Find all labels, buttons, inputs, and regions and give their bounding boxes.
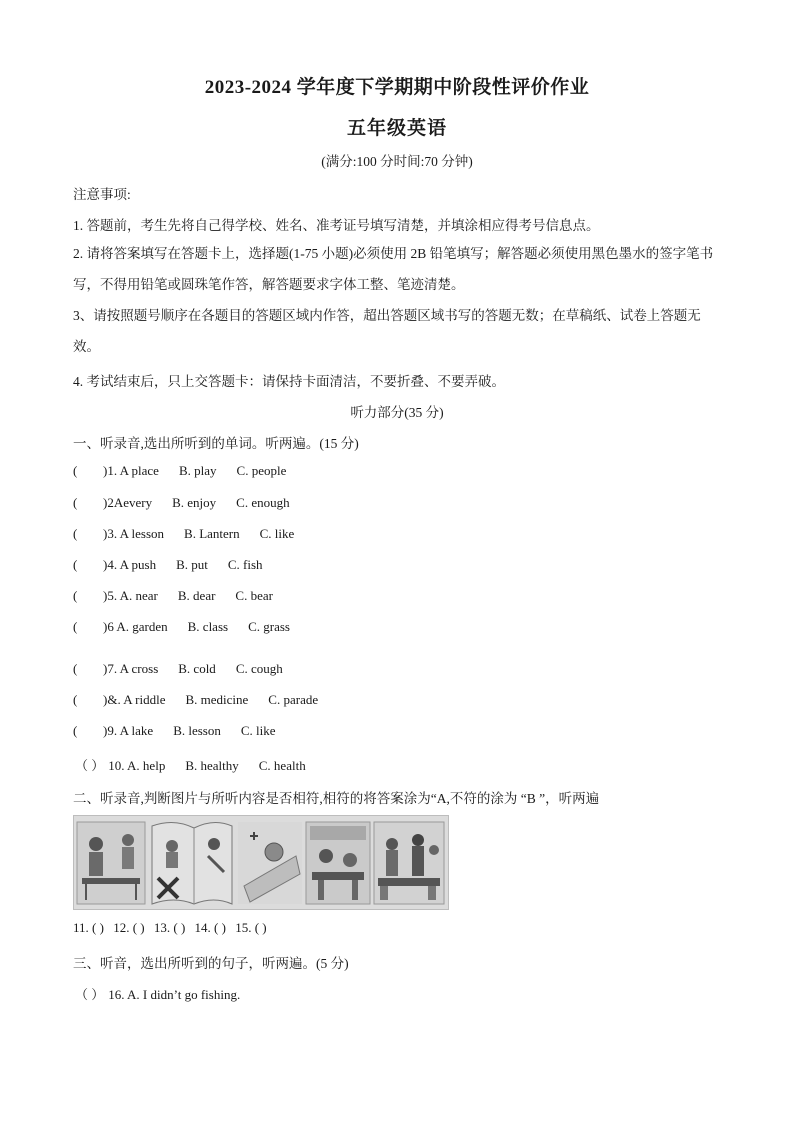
question-row xyxy=(73,588,273,604)
option-c: C. parade xyxy=(268,692,319,707)
question-row xyxy=(73,619,290,635)
picture-3 xyxy=(238,822,302,904)
option-a: )9. A lake xyxy=(103,723,154,738)
listening-pictures xyxy=(73,815,449,910)
picture-4 xyxy=(306,822,370,904)
option-a: )5. A. near xyxy=(103,588,158,603)
picture-strip xyxy=(74,816,448,909)
option-c: C. health xyxy=(258,758,306,773)
option-b: B. cold xyxy=(178,661,216,676)
option-a: )&. A riddle xyxy=(103,692,166,707)
question-row xyxy=(73,661,283,677)
question-row xyxy=(73,526,294,542)
option-b: B. class xyxy=(187,619,229,634)
listening-heading: 听力部分(35 分) xyxy=(350,405,444,420)
answer-paren[interactable]: ( xyxy=(73,661,78,676)
question-row xyxy=(73,463,286,479)
picture-1 xyxy=(77,822,145,904)
option-a: )4. A push xyxy=(103,557,157,572)
answer-paren[interactable]: （ ） xyxy=(75,987,105,1002)
answer-paren[interactable]: ( xyxy=(73,692,78,707)
answer-paren[interactable]: ( xyxy=(73,588,78,603)
option-b: B. play xyxy=(178,463,217,478)
option-c: C. people xyxy=(236,463,287,478)
question-row xyxy=(73,557,263,573)
question-row xyxy=(75,755,306,774)
question-row xyxy=(73,692,318,708)
option-a: )6 A. garden xyxy=(103,619,168,634)
answer-13[interactable]: 13. ( ) xyxy=(153,920,186,935)
option-c: C. like xyxy=(240,723,276,738)
picture-5 xyxy=(374,822,444,904)
option-a: )3. A lesson xyxy=(103,526,165,541)
option-c: C. enough xyxy=(236,495,290,510)
answer-paren[interactable]: ( xyxy=(73,495,78,510)
answer-14[interactable]: 14. ( ) xyxy=(194,920,226,935)
question-row xyxy=(75,984,240,1003)
option-c: C. fish xyxy=(227,557,263,572)
option-c: C. like xyxy=(259,526,295,541)
option-a: )2Aevery xyxy=(103,495,153,510)
option-c: C. bear xyxy=(235,588,273,603)
part1-instruction: 一、听录音,选出所听到的单词。听两遍。(15 分) xyxy=(73,436,359,451)
part2-instruction: 二、听录音,判断图片与所听内容是否相符,相符的将答案涂为“A,不符的涂为 “B ”，听两遍 xyxy=(73,791,600,806)
question-row xyxy=(73,495,290,511)
answer-paren[interactable]: ( xyxy=(73,723,78,738)
part3-instruction: 三、听音，选出所听到的句子，听两遍。(5 分) xyxy=(73,956,349,971)
question-row xyxy=(73,723,276,739)
answer-paren[interactable]: ( xyxy=(73,463,78,478)
note-1: 1. 答题前，考生先将自己得学校、姓名、准考证号填写清楚，并填涂相应得考号信息点。 xyxy=(73,218,600,233)
answer-paren[interactable]: ( xyxy=(73,619,78,634)
option-b: B. dear xyxy=(177,588,216,603)
option-a: 10. A. help xyxy=(108,758,166,773)
option-a: )1. A place xyxy=(103,463,159,478)
answer-11[interactable]: 11. ( ) xyxy=(73,920,104,935)
option-b: B. medicine xyxy=(185,692,249,707)
part2-answer-row xyxy=(73,920,273,936)
picture-2 xyxy=(152,822,232,904)
answer-12[interactable]: 12. ( ) xyxy=(113,920,145,935)
option-b: B. healthy xyxy=(185,758,239,773)
answer-15[interactable]: 15. ( ) xyxy=(235,920,267,935)
answer-paren[interactable]: ( xyxy=(73,557,78,572)
option-c: C. cough xyxy=(235,661,283,676)
exam-title: 2023-2024 学年度下学期期中阶段性评价作业 xyxy=(204,77,590,98)
note-3: 3、请按照题号顺序在各题目的答题区域内作答，超出答题区域书写的答题无数；在草稿纸、试卷上答题无效。 xyxy=(73,308,701,354)
option-b: B. Lantern xyxy=(184,526,240,541)
notes-heading: 注意事项: xyxy=(73,187,131,202)
question-text: 16. A. I didn’t go fishing. xyxy=(108,987,241,1002)
note-2: 2. 请将答案填写在答题卡上，选择题(1-75 小题)必须使用 2B 铅笔填写；解答题必须使用黑色墨水的签字笔书写，不得用铅笔或圆珠笔作答，解答题要求字体工整、笔迹清楚。 xyxy=(73,246,714,292)
answer-paren[interactable]: ( xyxy=(73,526,78,541)
option-c: C. grass xyxy=(248,619,290,634)
note-4: 4. 考试结束后，只上交答题卡：请保持卡面清洁，不要折叠、不要弄破。 xyxy=(73,374,505,389)
option-b: B. lesson xyxy=(173,723,221,738)
option-b: B. enjoy xyxy=(172,495,217,510)
answer-paren[interactable]: （ ） xyxy=(75,758,105,773)
option-a: )7. A cross xyxy=(103,661,159,676)
exam-info: (满分:100 分时间:70 分钟) xyxy=(321,154,473,169)
option-b: B. put xyxy=(176,557,208,572)
exam-subtitle: 五年级英语 xyxy=(346,118,447,139)
